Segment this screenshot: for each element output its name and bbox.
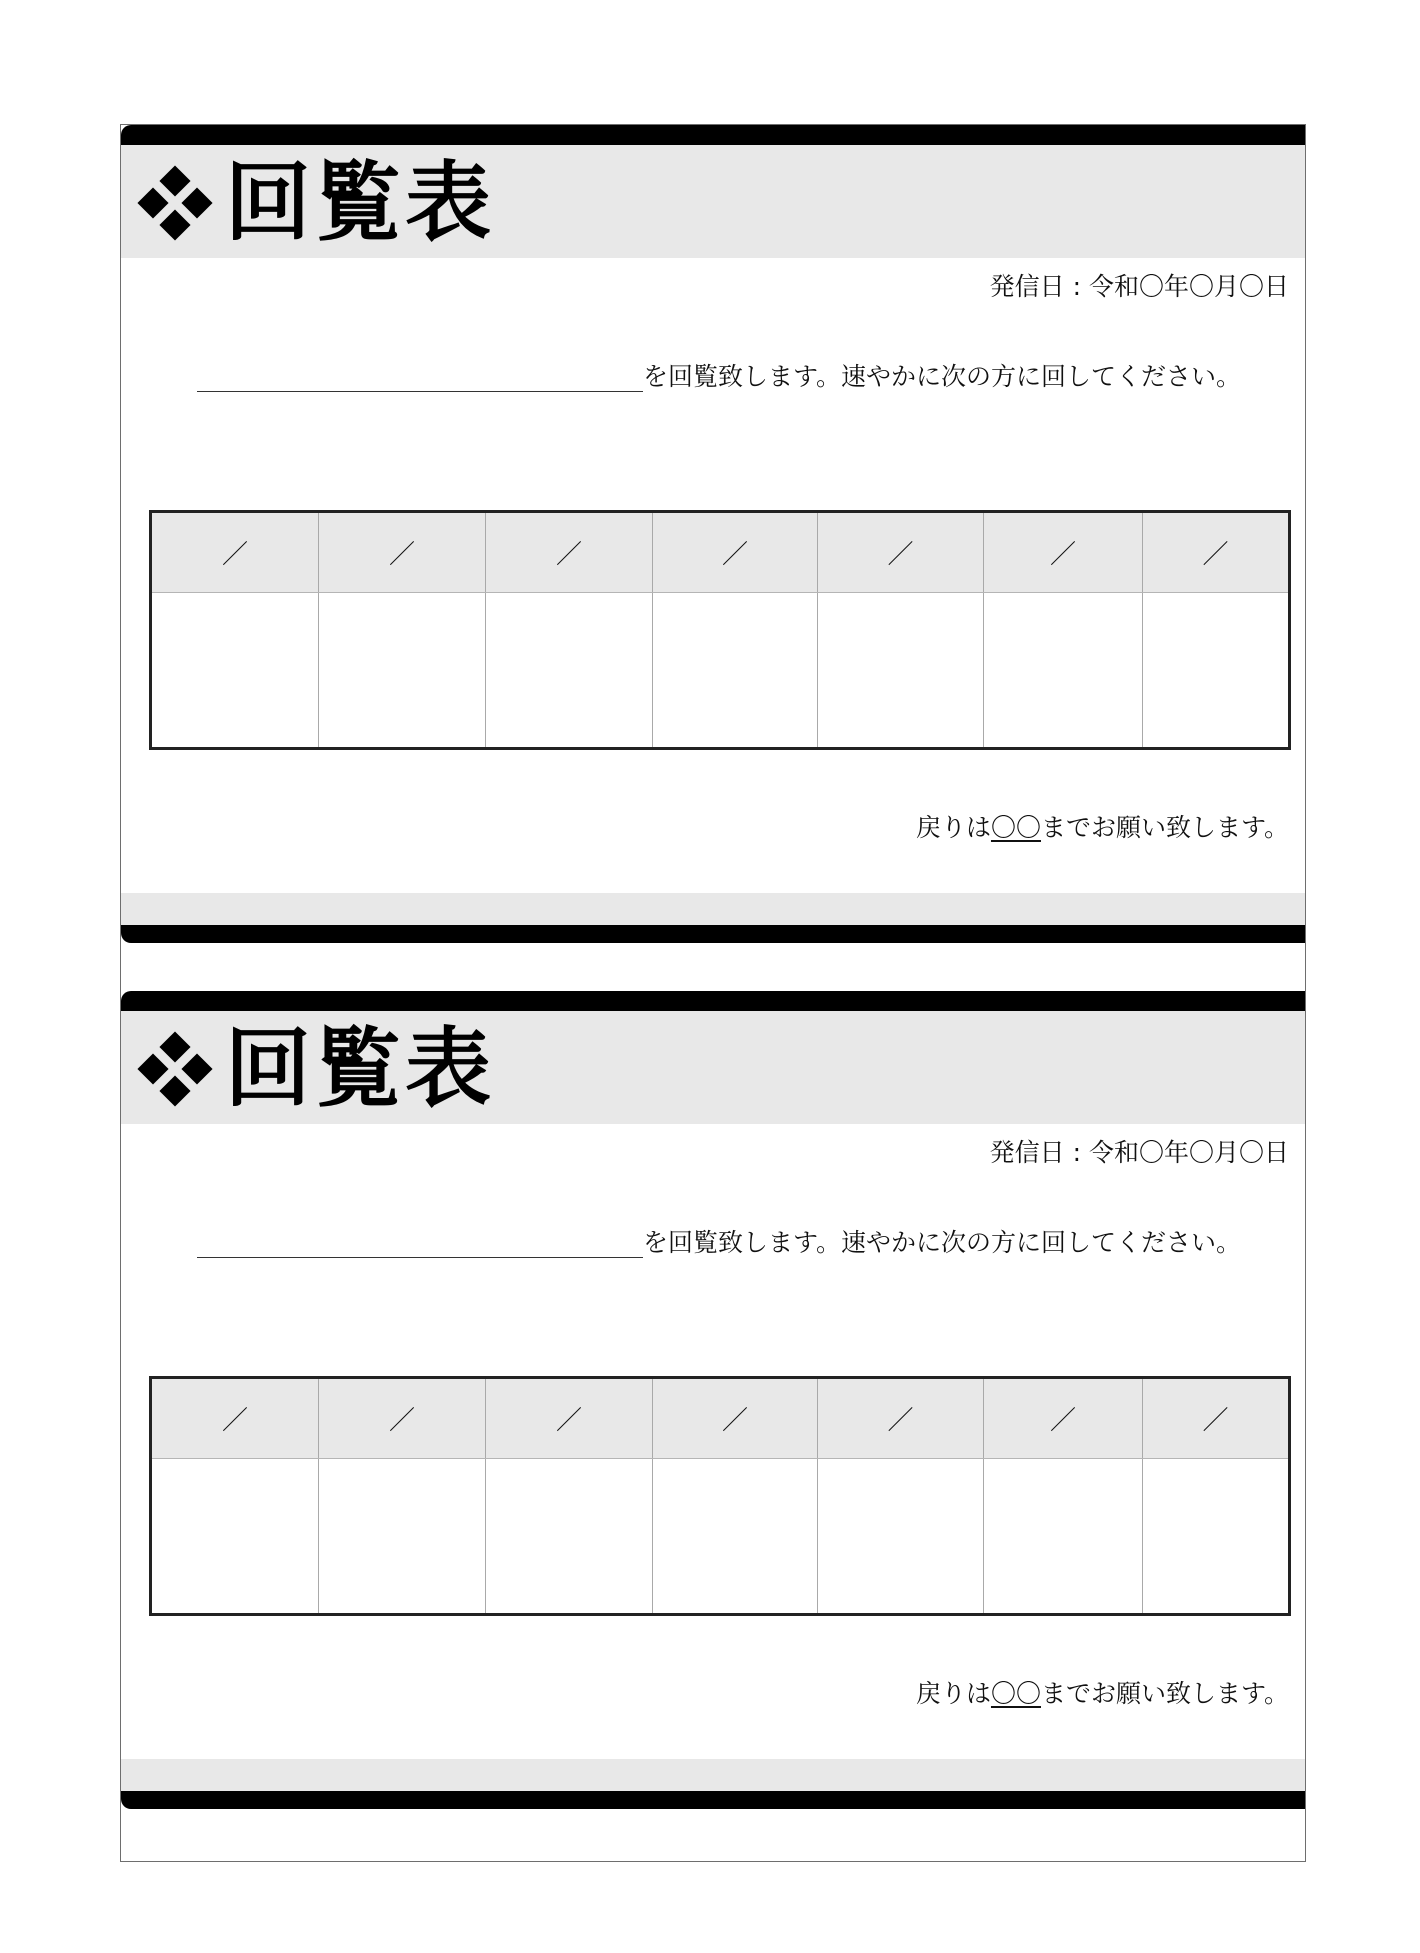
stamp-cell[interactable] xyxy=(1143,593,1290,749)
issue-date: 発信日 : 令和〇年〇月〇日 xyxy=(989,1138,1289,1167)
date-cell[interactable]: ／ xyxy=(818,1378,984,1459)
return-note xyxy=(916,808,1289,844)
return-note-prefix: 戻りは xyxy=(915,1679,991,1708)
return-note-suffix: までお願い致します。 xyxy=(1040,1679,1289,1708)
date-cell[interactable]: ／ xyxy=(1143,512,1290,593)
return-note-suffix: までお願い致します。 xyxy=(1040,813,1289,842)
stamp-cell[interactable] xyxy=(151,593,319,749)
header-rule xyxy=(121,125,1305,145)
stamp-cell[interactable] xyxy=(319,1459,486,1615)
circulation-form-lower xyxy=(121,991,1305,1857)
circulation-sheet xyxy=(120,124,1306,1862)
issue-date: 発信日 : 令和〇年〇月〇日 xyxy=(989,272,1289,301)
stamp-row xyxy=(151,593,1290,749)
footer-rule xyxy=(121,1791,1305,1809)
stamp-cell[interactable] xyxy=(486,593,653,749)
date-cell[interactable]: ／ xyxy=(818,512,984,593)
title-band xyxy=(121,145,1305,258)
date-cell[interactable]: ／ xyxy=(984,1378,1143,1459)
diamond-cluster-icon xyxy=(135,1029,215,1109)
date-cell[interactable]: ／ xyxy=(1143,1378,1290,1459)
date-row xyxy=(151,1378,1290,1459)
circulation-form-upper xyxy=(121,125,1305,991)
stamp-cell[interactable] xyxy=(653,1459,818,1615)
date-cell[interactable]: ／ xyxy=(319,1378,486,1459)
return-target: 〇〇 xyxy=(990,813,1041,842)
stamp-row xyxy=(151,1459,1290,1615)
document-name-blank[interactable] xyxy=(197,1227,643,1258)
form-title: 回覧表 xyxy=(225,153,495,253)
date-cell[interactable]: ／ xyxy=(151,1378,319,1459)
routing-stamp-table xyxy=(149,1376,1291,1616)
document-name-blank[interactable] xyxy=(197,361,643,392)
stamp-cell[interactable] xyxy=(818,593,984,749)
stamp-cell[interactable] xyxy=(818,1459,984,1615)
date-cell[interactable]: ／ xyxy=(653,1378,818,1459)
message-text: を回覧致します。速やかに次の方に回してください。 xyxy=(643,362,1242,391)
date-cell[interactable]: ／ xyxy=(653,512,818,593)
stamp-cell[interactable] xyxy=(984,1459,1143,1615)
footer-band xyxy=(121,893,1305,925)
circulation-message xyxy=(197,1227,1241,1258)
stamp-cell[interactable] xyxy=(486,1459,653,1615)
date-cell[interactable]: ／ xyxy=(486,1378,653,1459)
routing-stamp-table xyxy=(149,510,1291,750)
stamp-cell[interactable] xyxy=(1143,1459,1290,1615)
return-target: 〇〇 xyxy=(990,1679,1041,1708)
date-cell[interactable]: ／ xyxy=(984,512,1143,593)
footer-rule xyxy=(121,925,1305,943)
date-row xyxy=(151,512,1290,593)
date-cell[interactable]: ／ xyxy=(486,512,653,593)
message-text: を回覧致します。速やかに次の方に回してください。 xyxy=(643,1228,1242,1257)
footer-band xyxy=(121,1759,1305,1791)
return-note xyxy=(916,1674,1289,1710)
stamp-cell[interactable] xyxy=(984,593,1143,749)
return-note-prefix: 戻りは xyxy=(915,813,991,842)
header-rule xyxy=(121,991,1305,1011)
form-title: 回覧表 xyxy=(225,1019,495,1119)
date-cell[interactable]: ／ xyxy=(319,512,486,593)
stamp-cell[interactable] xyxy=(653,593,818,749)
date-cell[interactable]: ／ xyxy=(151,512,319,593)
circulation-message xyxy=(197,361,1241,392)
diamond-cluster-icon xyxy=(135,163,215,243)
stamp-cell[interactable] xyxy=(319,593,486,749)
title-band xyxy=(121,1011,1305,1124)
stamp-cell[interactable] xyxy=(151,1459,319,1615)
